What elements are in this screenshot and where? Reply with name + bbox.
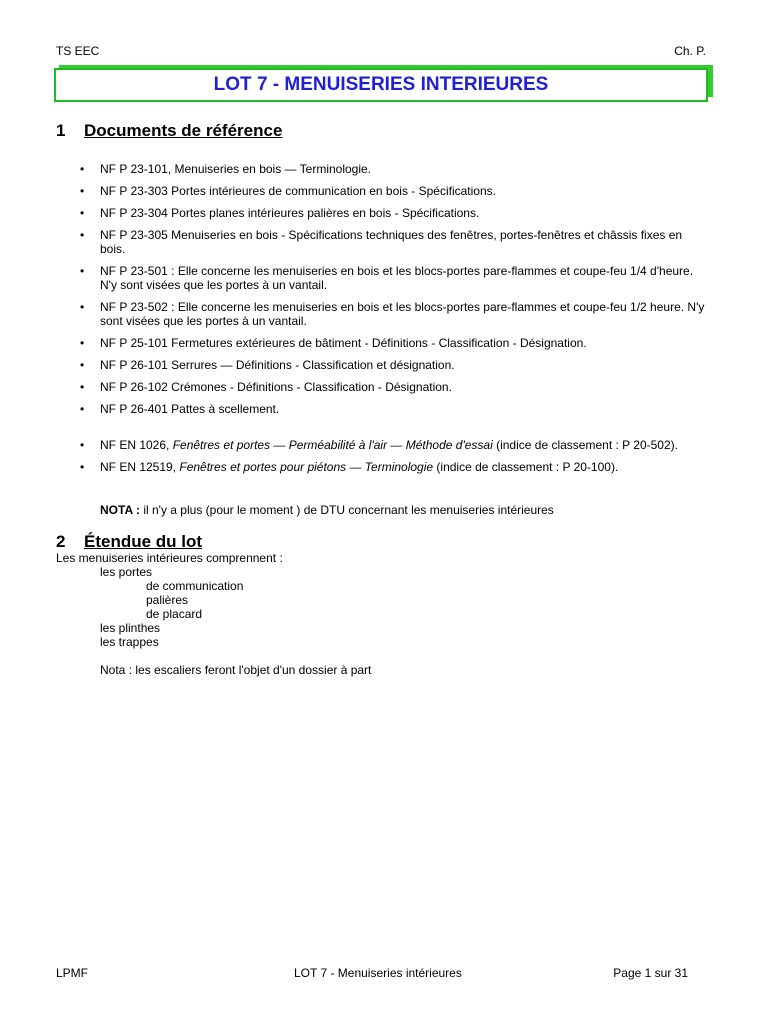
reference-list: [80, 162, 710, 482]
list-item-text: NF P 23-303 Portes intérieures de communication en bois - Spécifications.: [100, 184, 496, 198]
nota-line: [100, 503, 554, 517]
section2-heading: [56, 532, 202, 552]
list-item: [80, 358, 710, 372]
section2-number: 2: [56, 532, 66, 551]
list-item-text: NF P 23-305 Menuiseries en bois - Spécifications techniques des fenêtres, portes-fenêtres et châssis fixes en bois.: [100, 228, 683, 256]
bullet-icon: •: [80, 402, 85, 416]
footer-center: LOT 7 - Menuiseries intérieures: [294, 966, 462, 980]
list-item-text: NF P 23-101, Menuiseries en bois — Terminologie.: [100, 162, 372, 176]
list-item-text: NF P 23-304 Portes planes intérieures palières en bois - Spécifications.: [100, 206, 480, 220]
footer-left: LPMF: [56, 966, 89, 980]
bullet-icon: •: [80, 206, 85, 220]
bullet-icon: •: [80, 264, 85, 278]
section1-number: 1: [56, 121, 66, 140]
scope-nota: Nota : les escaliers feront l'objet d'un dossier à part: [100, 663, 372, 677]
list-item-text: (indice de classement : P 20-100).: [433, 460, 619, 474]
section1-heading: [56, 121, 282, 141]
footer-page-number: Page 1 sur 31: [613, 966, 688, 980]
scope-content: [56, 551, 371, 677]
list-item-text: NF P 26-401 Pattes à scellement.: [100, 402, 280, 416]
list-item: [80, 438, 710, 452]
section1-title: Documents de référence: [84, 121, 283, 140]
bullet-icon: •: [80, 184, 85, 198]
list-item-text: (indice de classement : P 20-502).: [492, 438, 678, 452]
page-title: LOT 7 - MENUISERIES INTERIEURES: [54, 68, 708, 102]
scope-item-portes: les portes: [100, 565, 153, 579]
list-item: [80, 460, 710, 474]
list-item: [80, 228, 710, 256]
scope-spacer: [56, 649, 371, 663]
list-item: [80, 300, 710, 328]
list-item-italic: Fenêtres et portes pour piétons — Terminologie: [179, 460, 434, 474]
scope-subitem: de placard: [146, 607, 203, 621]
list-item-text: NF P 23-502 : Elle concerne les menuiseries en bois et les blocs-portes pare-flammes et coupe-feu 1/2 heure. N'y sont visées que les portes à un vantail.: [100, 300, 705, 328]
scope-item-trappes: les trappes: [100, 635, 159, 649]
header-right: Ch. P.: [674, 44, 706, 58]
bullet-icon: •: [80, 228, 85, 242]
scope-subitem: palières: [146, 593, 189, 607]
nota-label: NOTA :: [100, 503, 140, 517]
bullet-icon: •: [80, 300, 85, 314]
section2-title: Étendue du lot: [84, 532, 203, 551]
scope-subitem: de communication: [146, 579, 244, 593]
list-item-text: NF P 23-501 : Elle concerne les menuiseries en bois et les blocs-portes pare-flammes et coupe-feu 1/4 d'heure. N'y sont visées que les portes à un vantail.: [100, 264, 694, 292]
bullet-icon: •: [80, 358, 85, 372]
bullet-icon: •: [80, 162, 85, 176]
bullet-icon: •: [80, 438, 85, 452]
bullet-icon: •: [80, 380, 85, 394]
nota-text: il n'y a plus (pour le moment ) de DTU concernant les menuiseries intérieures: [140, 503, 554, 517]
list-item-italic: Fenêtres et portes — Perméabilité à l'air — Méthode d'essai: [172, 438, 493, 452]
list-item: [80, 184, 710, 198]
list-item-text: NF P 26-101 Serrures — Définitions - Classification et désignation.: [100, 358, 455, 372]
bullet-icon: •: [80, 336, 85, 350]
bullet-icon: •: [80, 460, 85, 474]
list-item: [80, 380, 710, 394]
title-banner: [54, 68, 710, 102]
list-item-text: NF P 25-101 Fermetures extérieures de bâtiment - Définitions - Classification - Désignation.: [100, 336, 587, 350]
scope-item-plinthes: les plinthes: [100, 621, 161, 635]
list-item: [80, 402, 710, 416]
list-item: [80, 206, 710, 220]
list-item-text: NF EN 1026,: [100, 438, 173, 452]
list-item-text: NF EN 12519,: [100, 460, 180, 474]
list-item: [80, 162, 710, 176]
list-item-text: NF P 26-102 Crémones - Définitions - Classification - Désignation.: [100, 380, 452, 394]
header-left: TS EEC: [56, 44, 100, 58]
list-item: [80, 264, 710, 292]
list-item: [80, 336, 710, 350]
scope-intro: Les menuiseries intérieures comprennent :: [56, 551, 283, 565]
